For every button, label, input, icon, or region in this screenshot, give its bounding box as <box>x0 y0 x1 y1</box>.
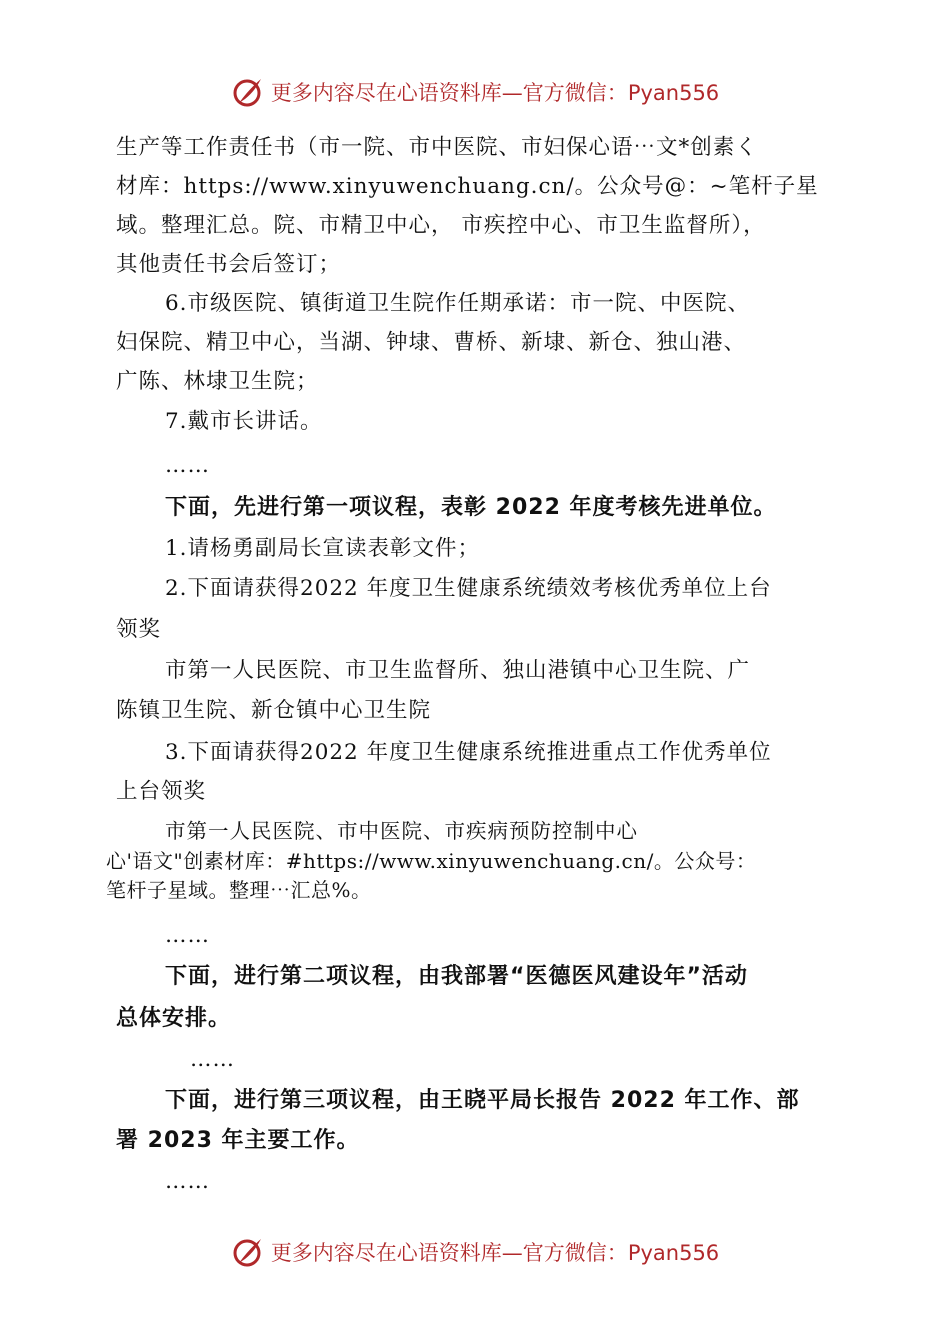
feather-circle-logo-icon <box>231 75 265 109</box>
body-line: 生产等工作责任书（市一院、市中医院、市妇保心语⋯文*创素く <box>116 135 758 160</box>
wechat-id: Pyan556 <box>627 1241 720 1265</box>
agenda-heading: 下面，先进行第一项议程，表彰 2022 年度考核先进单位。 <box>165 495 777 520</box>
award-list: 市第一人民医院、市中医院、市疾病预防控制中心 <box>165 819 638 843</box>
agenda-heading: 下面，进行第三项议程，由王晓平局长报告 2022 年工作、部 <box>165 1088 800 1113</box>
body-line: 域。整理汇总。院、市精卫中心， 市疾控中心、市卫生监督所）， <box>116 213 766 238</box>
body-line: 3.下面请获得2022 年度卫生健康系统推进重点工作优秀单位 <box>165 740 772 765</box>
body-line: 材库：https://www.xinyuwenchuang.cn/。公众号@：~笔杆子星 <box>116 174 819 199</box>
body-line: 1.请杨勇副局长宣读表彰文件； <box>165 536 481 561</box>
wechat-id: Pyan556 <box>627 81 720 105</box>
agenda-heading-cont: 总体安排。 <box>116 1006 232 1031</box>
header-banner <box>0 72 950 112</box>
body-line: 2.下面请获得2022 年度卫生健康系统绩效考核优秀单位上台 <box>165 576 772 601</box>
body-line: 领奖 <box>116 617 162 642</box>
ellipsis: …… <box>190 1047 235 1072</box>
body-line: 其他责任书会后签订； <box>116 252 342 277</box>
body-line: 上台领奖 <box>116 779 207 804</box>
body-line: 广陈、林埭卫生院； <box>116 369 319 394</box>
ellipsis: …… <box>165 453 210 478</box>
ellipsis: …… <box>165 923 210 948</box>
ellipsis: …… <box>165 1169 210 1194</box>
body-line: 6.市级医院、镇街道卫生院作任期承诺：市一院、中医院、 <box>165 291 751 316</box>
watermark-line: 心'语文"创素材库：#https://www.xinyuwenchuang.cn/。公众号： <box>106 849 757 873</box>
banner-text: 更多内容尽在心语资料库—官方微信：Pyan556 <box>270 81 720 105</box>
award-list: 市第一人民医院、市卫生监督所、独山港镇中心卫生院、广 <box>165 658 751 683</box>
body-line: 7.戴市长讲话。 <box>165 409 323 434</box>
feather-circle-logo-icon <box>231 1235 265 1269</box>
footer-banner <box>0 1232 950 1272</box>
banner-text: 更多内容尽在心语资料库—官方微信：Pyan556 <box>270 1241 720 1265</box>
watermark-line: 笔杆子星域。整理⋯汇总%。 <box>106 878 372 902</box>
award-list: 陈镇卫生院、新仓镇中心卫生院 <box>116 698 432 723</box>
body-line: 妇保院、精卫中心，当湖、钟埭、曹桥、新埭、新仓、独山港、 <box>116 330 747 355</box>
agenda-heading-cont: 署 2023 年主要工作。 <box>116 1128 360 1153</box>
agenda-heading: 下面，进行第二项议程，由我部署“医德医风建设年”活动 <box>165 964 748 989</box>
